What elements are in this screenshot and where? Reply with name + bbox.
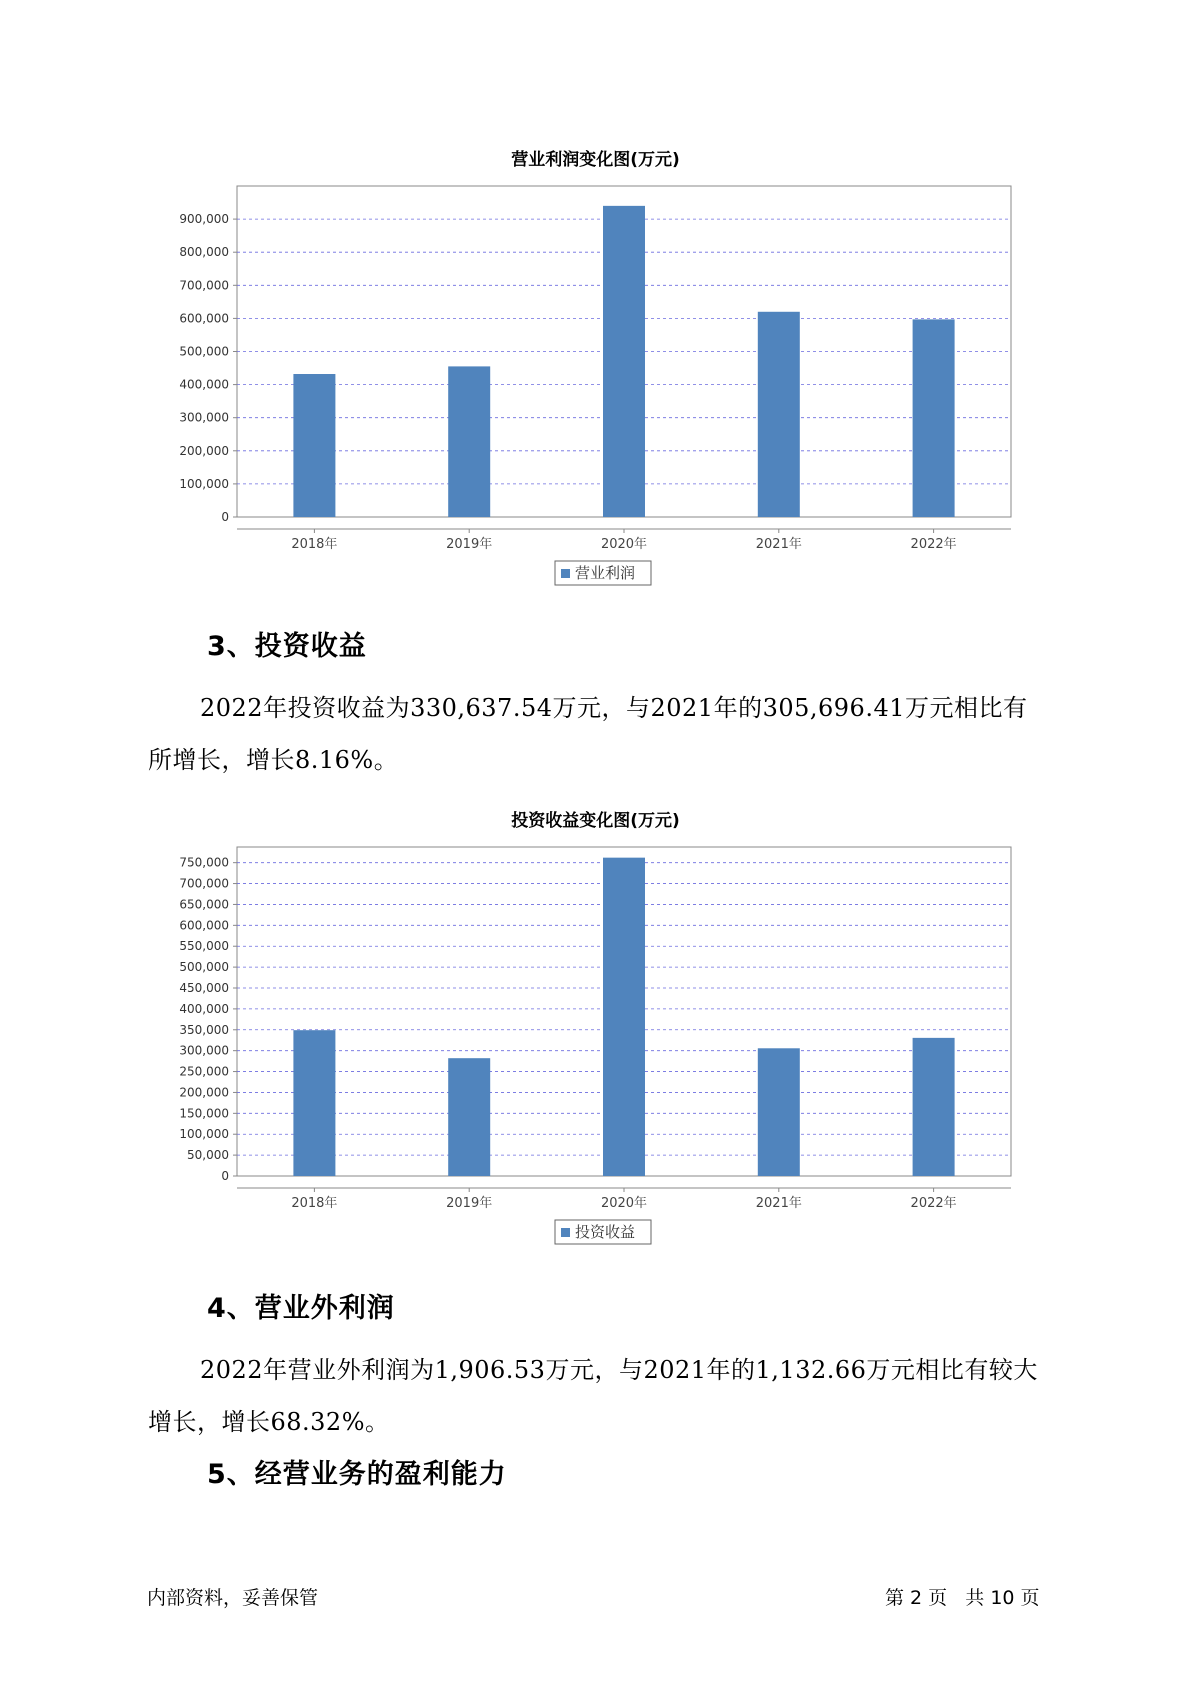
y-tick-label: 500,000 — [179, 344, 229, 359]
bar — [603, 858, 645, 1176]
y-tick-label: 250,000 — [179, 1064, 229, 1079]
y-tick-label: 100,000 — [179, 476, 229, 491]
section5-heading: 5、经营业务的盈利能力 — [207, 1459, 507, 1490]
chart1-title: 营业利润变化图(万元) — [511, 150, 680, 170]
footer-confidential-note: 内部资料，妥善保管 — [147, 1587, 319, 1609]
y-tick-label: 300,000 — [179, 410, 229, 425]
y-tick-label: 300,000 — [179, 1043, 229, 1058]
section3-paragraph: 2022年投资收益为330,637.54万元，与2021年的305,696.41万元相比有所增长，增长8.16%。 — [148, 694, 1028, 774]
x-tick-label: 2021年 — [755, 1196, 802, 1211]
y-tick-label: 550,000 — [179, 939, 229, 954]
legend-label: 营业利润 — [575, 564, 636, 582]
y-tick-label: 50,000 — [187, 1148, 229, 1163]
investment-income-chart — [0, 836, 1191, 1256]
x-tick-label: 2019年 — [446, 1196, 493, 1211]
section4-paragraph: 2022年营业外利润为1,906.53万元，与2021年的1,132.66万元相比有较大增长，增长68.32%。 — [148, 1356, 1038, 1436]
y-tick-label: 600,000 — [179, 311, 229, 326]
bar — [448, 366, 490, 517]
legend-swatch — [561, 569, 570, 578]
x-tick-label: 2018年 — [291, 537, 338, 552]
section4-heading: 4、营业外利润 — [207, 1293, 395, 1324]
operating-profit-chart — [0, 175, 1191, 615]
y-tick-label: 450,000 — [179, 981, 229, 995]
y-tick-label: 200,000 — [179, 1085, 229, 1100]
x-tick-label: 2020年 — [600, 537, 648, 552]
legend-label: 投资收益 — [575, 1223, 636, 1241]
y-tick-label: 500,000 — [179, 960, 229, 975]
legend — [555, 561, 651, 585]
bar — [758, 1048, 800, 1176]
y-tick-label: 900,000 — [179, 212, 229, 227]
y-tick-label: 700,000 — [179, 876, 229, 891]
bar — [293, 374, 335, 517]
legend — [555, 1220, 651, 1244]
y-tick-label: 0 — [221, 1169, 229, 1183]
x-tick-label: 2022年 — [910, 1196, 957, 1211]
chart2-title: 投资收益变化图(万元) — [511, 811, 680, 831]
y-tick-label: 400,000 — [179, 377, 229, 392]
y-tick-label: 100,000 — [179, 1127, 229, 1142]
y-tick-label: 800,000 — [179, 245, 229, 260]
bar — [913, 319, 955, 517]
footer-page-number: 第 2 页 共 10 页 — [885, 1587, 1040, 1609]
y-tick-label: 150,000 — [179, 1106, 229, 1121]
y-tick-label: 700,000 — [179, 278, 229, 293]
section3-heading: 3、投资收益 — [207, 631, 367, 662]
y-tick-label: 650,000 — [179, 897, 229, 912]
y-tick-label: 350,000 — [179, 1022, 229, 1037]
bar — [448, 1058, 490, 1176]
y-tick-label: 400,000 — [179, 1001, 229, 1016]
y-tick-label: 200,000 — [179, 443, 229, 458]
y-tick-label: 0 — [221, 510, 229, 524]
x-tick-label: 2022年 — [910, 537, 957, 552]
x-tick-label: 2020年 — [600, 1196, 648, 1211]
bar — [913, 1038, 955, 1176]
y-tick-label: 750,000 — [179, 855, 229, 870]
bar — [603, 206, 645, 517]
x-tick-label: 2021年 — [755, 537, 802, 552]
legend-swatch — [561, 1228, 570, 1237]
x-tick-label: 2018年 — [291, 1196, 338, 1211]
x-tick-label: 2019年 — [446, 537, 493, 552]
bar — [758, 312, 800, 517]
y-tick-label: 600,000 — [179, 918, 229, 933]
bar — [293, 1030, 335, 1176]
